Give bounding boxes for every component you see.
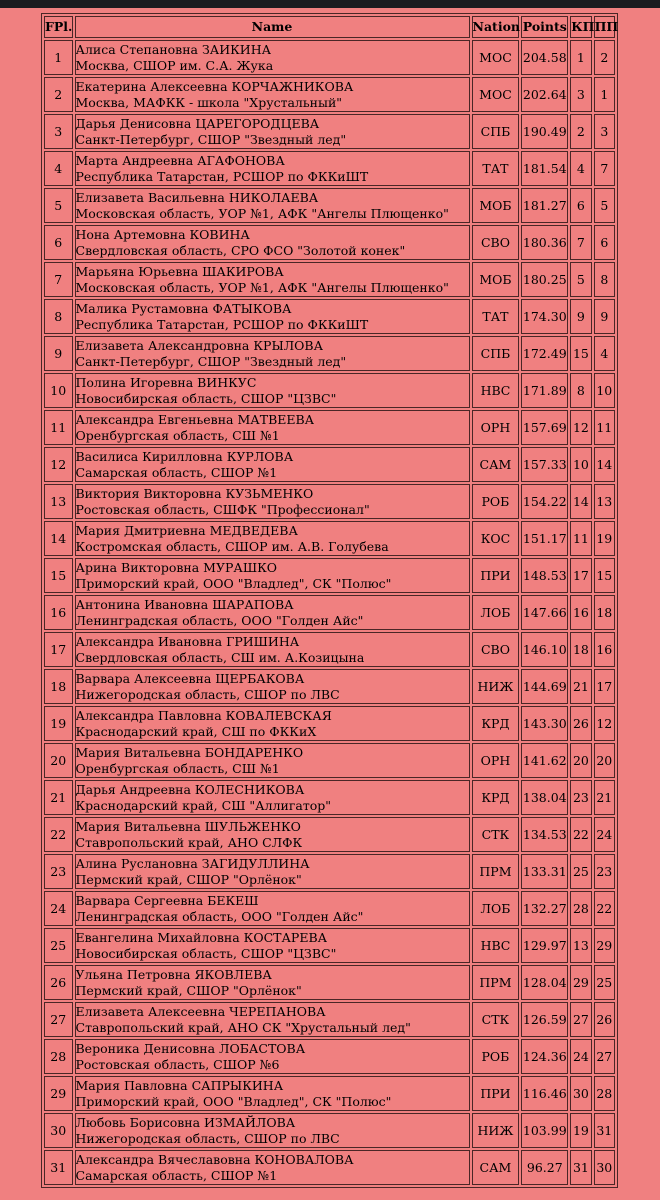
place-cell: 11: [44, 410, 73, 445]
pp-cell: 30: [594, 1150, 615, 1185]
table-row: [44, 1039, 615, 1074]
kp-cell: 3: [570, 77, 591, 112]
points-cell: 147.66: [521, 595, 568, 630]
nation-cell: МОС: [472, 40, 520, 75]
nation-cell: НВС: [472, 928, 520, 963]
table-row: [44, 262, 615, 297]
points-cell: 174.30: [521, 299, 568, 334]
points-cell: 133.31: [521, 854, 568, 889]
table-row: [44, 1076, 615, 1111]
points-cell: 146.10: [521, 632, 568, 667]
nation-cell: МОБ: [472, 262, 520, 297]
pp-cell: 1: [594, 77, 615, 112]
skater-name: Виктория Викторовна КУЗЬМЕНКО: [75, 486, 314, 501]
skater-club: Костромская область, СШОР им. А.В. Голубева: [75, 538, 389, 554]
place-cell: 19: [44, 706, 73, 741]
pp-cell: 20: [594, 743, 615, 778]
name-cell: [75, 373, 470, 408]
kp-cell: 19: [570, 1113, 591, 1148]
skater-name: Александра Евгеньевна МАТВЕЕВА: [75, 412, 315, 427]
nation-cell: ПРИ: [472, 1076, 520, 1111]
skater-club: Москва, СШОР им. С.А. Жука: [75, 57, 274, 73]
skater-name: Елизавета Александровна КРЫЛОВА: [75, 338, 324, 353]
name-cell: [75, 225, 470, 260]
name-cell: [75, 521, 470, 556]
table-row: [44, 743, 615, 778]
nation-cell: НИЖ: [472, 1113, 520, 1148]
place-cell: 22: [44, 817, 73, 852]
name-cell: [75, 336, 470, 371]
pp-cell: 21: [594, 780, 615, 815]
table-row: [44, 225, 615, 260]
skater-club: Самарская область, СШОР №1: [75, 464, 278, 480]
table-row: [44, 632, 615, 667]
skater-name: Любовь Борисовна ИЗМАЙЛОВА: [75, 1115, 296, 1130]
place-cell: 28: [44, 1039, 73, 1074]
skater-club: Ленинградская область, ООО "Голден Айс": [75, 908, 364, 924]
place-cell: 18: [44, 669, 73, 704]
nation-cell: КРД: [472, 780, 520, 815]
pp-cell: 18: [594, 595, 615, 630]
nation-cell: САМ: [472, 447, 520, 482]
name-cell: [75, 965, 470, 1000]
place-cell: 17: [44, 632, 73, 667]
name-cell: [75, 891, 470, 926]
nation-cell: ЛОБ: [472, 595, 520, 630]
pp-cell: 5: [594, 188, 615, 223]
skater-name: Арина Викторовна МУРАШКО: [75, 560, 278, 575]
points-cell: 124.36: [521, 1039, 568, 1074]
points-cell: 138.04: [521, 780, 568, 815]
points-cell: 172.49: [521, 336, 568, 371]
table-row: [44, 1113, 615, 1148]
table-row: [44, 521, 615, 556]
skater-club: Республика Татарстан, РСШОР по ФККиШТ: [75, 168, 369, 184]
pp-cell: 16: [594, 632, 615, 667]
name-cell: [75, 1113, 470, 1148]
table-row: [44, 1002, 615, 1037]
place-cell: 15: [44, 558, 73, 593]
points-cell: 181.27: [521, 188, 568, 223]
name-cell: [75, 1150, 470, 1185]
name-cell: [75, 706, 470, 741]
name-cell: [75, 262, 470, 297]
points-cell: 171.89: [521, 373, 568, 408]
kp-cell: 14: [570, 484, 591, 519]
kp-cell: 12: [570, 410, 591, 445]
place-cell: 9: [44, 336, 73, 371]
place-cell: 2: [44, 77, 73, 112]
skater-name: Дарья Денисовна ЦАРЕГОРОДЦЕВА: [75, 116, 320, 131]
pp-cell: 15: [594, 558, 615, 593]
skater-name: Мария Дмитриевна МЕДВЕДЕВА: [75, 523, 298, 538]
table-row: [44, 336, 615, 371]
table-row: [44, 410, 615, 445]
kp-cell: 7: [570, 225, 591, 260]
skater-club: Краснодарский край, СШ "Аллигатор": [75, 797, 332, 813]
kp-cell: 17: [570, 558, 591, 593]
skater-club: Ставропольский край, АНО СЛФК: [75, 834, 303, 850]
name-cell: [75, 410, 470, 445]
skater-club: Санкт-Петербург, СШОР "Звездный лед": [75, 131, 347, 147]
table-row: [44, 891, 615, 926]
pp-cell: 14: [594, 447, 615, 482]
skater-name: Нона Артемовна КОВИНА: [75, 227, 250, 242]
nation-cell: СВО: [472, 632, 520, 667]
kp-cell: 18: [570, 632, 591, 667]
header-name: Name: [75, 16, 470, 38]
nation-cell: МОС: [472, 77, 520, 112]
table-row: [44, 151, 615, 186]
nation-cell: ПРИ: [472, 558, 520, 593]
place-cell: 3: [44, 114, 73, 149]
skater-club: Нижегородская область, СШОР по ЛВС: [75, 1130, 340, 1146]
place-cell: 31: [44, 1150, 73, 1185]
table-row: [44, 299, 615, 334]
top-bar: [0, 0, 660, 8]
kp-cell: 20: [570, 743, 591, 778]
table-row: [44, 40, 615, 75]
nation-cell: МОБ: [472, 188, 520, 223]
skater-name: Ульяна Петровна ЯКОВЛЕВА: [75, 967, 272, 982]
kp-cell: 16: [570, 595, 591, 630]
skater-name: Мария Витальевна ШУЛЬЖЕНКО: [75, 819, 301, 834]
table-row: [44, 928, 615, 963]
place-cell: 21: [44, 780, 73, 815]
points-cell: 180.25: [521, 262, 568, 297]
place-cell: 4: [44, 151, 73, 186]
name-cell: [75, 484, 470, 519]
skater-club: Новосибирская область, СШОР "ЦЗВС": [75, 945, 337, 961]
skater-name: Алина Руслановна ЗАГИДУЛЛИНА: [75, 856, 310, 871]
kp-cell: 26: [570, 706, 591, 741]
nation-cell: СПБ: [472, 336, 520, 371]
name-cell: [75, 780, 470, 815]
kp-cell: 29: [570, 965, 591, 1000]
points-cell: 129.97: [521, 928, 568, 963]
skater-name: Екатерина Алексеевна КОРЧАЖНИКОВА: [75, 79, 354, 94]
nation-cell: РОБ: [472, 1039, 520, 1074]
kp-cell: 25: [570, 854, 591, 889]
nation-cell: СТК: [472, 817, 520, 852]
skater-name: Мария Витальевна БОНДАРЕНКО: [75, 745, 304, 760]
skater-club: Свердловская область, СРО ФСО "Золотой конек": [75, 242, 406, 258]
pp-cell: 24: [594, 817, 615, 852]
pp-cell: 3: [594, 114, 615, 149]
pp-cell: 19: [594, 521, 615, 556]
table-row: [44, 188, 615, 223]
pp-cell: 29: [594, 928, 615, 963]
points-cell: 157.33: [521, 447, 568, 482]
skater-name: Марта Андреевна АГАФОНОВА: [75, 153, 285, 168]
nation-cell: САМ: [472, 1150, 520, 1185]
kp-cell: 9: [570, 299, 591, 334]
kp-cell: 6: [570, 188, 591, 223]
skater-name: Елизавета Васильевна НИКОЛАЕВА: [75, 190, 319, 205]
header-row: [44, 16, 615, 38]
results-table: [41, 13, 618, 1188]
name-cell: [75, 151, 470, 186]
points-cell: 157.69: [521, 410, 568, 445]
place-cell: 20: [44, 743, 73, 778]
place-cell: 23: [44, 854, 73, 889]
skater-name: Антонина Ивановна ШАРАПОВА: [75, 597, 294, 612]
skater-club: Пермский край, СШОР "Орлёнок": [75, 871, 302, 887]
name-cell: [75, 817, 470, 852]
name-cell: [75, 1039, 470, 1074]
skater-club: Москва, МАФКК - школа "Хрустальный": [75, 94, 343, 110]
name-cell: [75, 1076, 470, 1111]
name-cell: [75, 299, 470, 334]
name-cell: [75, 743, 470, 778]
name-cell: [75, 114, 470, 149]
points-cell: 190.49: [521, 114, 568, 149]
pp-cell: 2: [594, 40, 615, 75]
table-row: [44, 780, 615, 815]
kp-cell: 22: [570, 817, 591, 852]
skater-club: Санкт-Петербург, СШОР "Звездный лед": [75, 353, 347, 369]
kp-cell: 28: [570, 891, 591, 926]
points-cell: 103.99: [521, 1113, 568, 1148]
nation-cell: СТК: [472, 1002, 520, 1037]
points-cell: 204.58: [521, 40, 568, 75]
points-cell: 144.69: [521, 669, 568, 704]
pp-cell: 7: [594, 151, 615, 186]
nation-cell: РОБ: [472, 484, 520, 519]
skater-name: Александра Павловна КОВАЛЕВСКАЯ: [75, 708, 332, 723]
kp-cell: 27: [570, 1002, 591, 1037]
table-row: [44, 558, 615, 593]
table-row: [44, 595, 615, 630]
pp-cell: 23: [594, 854, 615, 889]
table-row: [44, 77, 615, 112]
place-cell: 25: [44, 928, 73, 963]
kp-cell: 11: [570, 521, 591, 556]
pp-cell: 28: [594, 1076, 615, 1111]
kp-cell: 21: [570, 669, 591, 704]
header-pp: ПП: [594, 16, 615, 38]
name-cell: [75, 558, 470, 593]
kp-cell: 10: [570, 447, 591, 482]
table-row: [44, 854, 615, 889]
table-row: [44, 817, 615, 852]
points-cell: 128.04: [521, 965, 568, 1000]
place-cell: 6: [44, 225, 73, 260]
pp-cell: 17: [594, 669, 615, 704]
skater-club: Ставропольский край, АНО СК "Хрустальный лед": [75, 1019, 411, 1035]
place-cell: 10: [44, 373, 73, 408]
name-cell: [75, 188, 470, 223]
kp-cell: 23: [570, 780, 591, 815]
header-place: FPl.: [44, 16, 73, 38]
points-cell: 181.54: [521, 151, 568, 186]
points-cell: 202.64: [521, 77, 568, 112]
skater-name: Марьяна Юрьевна ШАКИРОВА: [75, 264, 284, 279]
skater-club: Московская область, УОР №1, АФК "Ангелы Плющенко": [75, 279, 449, 295]
place-cell: 30: [44, 1113, 73, 1148]
name-cell: [75, 928, 470, 963]
skater-name: Варвара Сергеевна БЕКЕШ: [75, 893, 259, 908]
points-cell: 151.17: [521, 521, 568, 556]
skater-club: Ростовская область, СШОР №6: [75, 1056, 280, 1072]
table-row: [44, 669, 615, 704]
skater-club: Республика Татарстан, РСШОР по ФККиШТ: [75, 316, 369, 332]
place-cell: 5: [44, 188, 73, 223]
points-cell: 154.22: [521, 484, 568, 519]
nation-cell: ТАТ: [472, 151, 520, 186]
name-cell: [75, 632, 470, 667]
skater-club: Свердловская область, СШ им. А.Козицына: [75, 649, 365, 665]
kp-cell: 31: [570, 1150, 591, 1185]
points-cell: 143.30: [521, 706, 568, 741]
nation-cell: НВС: [472, 373, 520, 408]
pp-cell: 9: [594, 299, 615, 334]
nation-cell: КОС: [472, 521, 520, 556]
skater-club: Нижегородская область, СШОР по ЛВС: [75, 686, 340, 702]
name-cell: [75, 447, 470, 482]
skater-club: Краснодарский край, СШ по ФККиХ: [75, 723, 317, 739]
table-row: [44, 484, 615, 519]
name-cell: [75, 1002, 470, 1037]
header-nation: Nation: [472, 16, 520, 38]
nation-cell: НИЖ: [472, 669, 520, 704]
table-row: [44, 1150, 615, 1185]
points-cell: 116.46: [521, 1076, 568, 1111]
skater-club: Приморский край, ООО "Владлед", СК "Полюс": [75, 1093, 392, 1109]
points-cell: 96.27: [521, 1150, 568, 1185]
place-cell: 27: [44, 1002, 73, 1037]
skater-name: Вероника Денисовна ЛОБАСТОВА: [75, 1041, 306, 1056]
pp-cell: 25: [594, 965, 615, 1000]
points-cell: 134.53: [521, 817, 568, 852]
kp-cell: 15: [570, 336, 591, 371]
skater-name: Евангелина Михайловна КОСТАРЕВА: [75, 930, 328, 945]
pp-cell: 11: [594, 410, 615, 445]
skater-club: Ростовская область, СШФК "Профессионал": [75, 501, 370, 517]
name-cell: [75, 595, 470, 630]
nation-cell: ОРН: [472, 743, 520, 778]
kp-cell: 4: [570, 151, 591, 186]
table-row: [44, 447, 615, 482]
pp-cell: 12: [594, 706, 615, 741]
table-row: [44, 373, 615, 408]
place-cell: 1: [44, 40, 73, 75]
kp-cell: 13: [570, 928, 591, 963]
points-cell: 126.59: [521, 1002, 568, 1037]
skater-name: Мария Павловна САПРЫКИНА: [75, 1078, 284, 1093]
points-cell: 148.53: [521, 558, 568, 593]
pp-cell: 6: [594, 225, 615, 260]
pp-cell: 13: [594, 484, 615, 519]
name-cell: [75, 669, 470, 704]
skater-club: Самарская область, СШОР №1: [75, 1167, 278, 1183]
pp-cell: 26: [594, 1002, 615, 1037]
place-cell: 13: [44, 484, 73, 519]
header-kp: КП: [570, 16, 591, 38]
skater-name: Алиса Степановна ЗАИКИНА: [75, 42, 272, 57]
pp-cell: 8: [594, 262, 615, 297]
kp-cell: 24: [570, 1039, 591, 1074]
points-cell: 141.62: [521, 743, 568, 778]
table-row: [44, 965, 615, 1000]
skater-name: Александра Ивановна ГРИШИНА: [75, 634, 300, 649]
place-cell: 8: [44, 299, 73, 334]
nation-cell: ТАТ: [472, 299, 520, 334]
nation-cell: СВО: [472, 225, 520, 260]
table-row: [44, 706, 615, 741]
place-cell: 12: [44, 447, 73, 482]
skater-club: Оренбургская область, СШ №1: [75, 760, 280, 776]
skater-name: Дарья Андреевна КОЛЕСНИКОВА: [75, 782, 305, 797]
skater-club: Оренбургская область, СШ №1: [75, 427, 280, 443]
kp-cell: 8: [570, 373, 591, 408]
pp-cell: 27: [594, 1039, 615, 1074]
skater-name: Елизавета Алексеевна ЧЕРЕПАНОВА: [75, 1004, 326, 1019]
skater-name: Александра Вячеславовна КОНОВАЛОВА: [75, 1152, 354, 1167]
place-cell: 16: [44, 595, 73, 630]
table-row: [44, 114, 615, 149]
nation-cell: ОРН: [472, 410, 520, 445]
kp-cell: 5: [570, 262, 591, 297]
nation-cell: ЛОБ: [472, 891, 520, 926]
name-cell: [75, 40, 470, 75]
skater-club: Новосибирская область, СШОР "ЦЗВС": [75, 390, 337, 406]
skater-name: Малика Рустамовна ФАТЫКОВА: [75, 301, 292, 316]
place-cell: 7: [44, 262, 73, 297]
header-points: Points: [521, 16, 568, 38]
skater-name: Полина Игоревна ВИНКУС: [75, 375, 257, 390]
points-cell: 180.36: [521, 225, 568, 260]
skater-club: Ленинградская область, ООО "Голден Айс": [75, 612, 364, 628]
name-cell: [75, 77, 470, 112]
skater-name: Варвара Алексеевна ЩЕРБАКОВА: [75, 671, 305, 686]
skater-club: Пермский край, СШОР "Орлёнок": [75, 982, 302, 998]
pp-cell: 31: [594, 1113, 615, 1148]
nation-cell: КРД: [472, 706, 520, 741]
points-cell: 132.27: [521, 891, 568, 926]
skater-club: Приморский край, ООО "Владлед", СК "Полюс": [75, 575, 392, 591]
pp-cell: 22: [594, 891, 615, 926]
skater-name: Василиса Кирилловна КУРЛОВА: [75, 449, 294, 464]
name-cell: [75, 854, 470, 889]
kp-cell: 30: [570, 1076, 591, 1111]
kp-cell: 2: [570, 114, 591, 149]
kp-cell: 1: [570, 40, 591, 75]
nation-cell: ПРМ: [472, 965, 520, 1000]
nation-cell: СПБ: [472, 114, 520, 149]
pp-cell: 4: [594, 336, 615, 371]
skater-club: Московская область, УОР №1, АФК "Ангелы Плющенко": [75, 205, 449, 221]
place-cell: 26: [44, 965, 73, 1000]
place-cell: 29: [44, 1076, 73, 1111]
place-cell: 14: [44, 521, 73, 556]
place-cell: 24: [44, 891, 73, 926]
nation-cell: ПРМ: [472, 854, 520, 889]
pp-cell: 10: [594, 373, 615, 408]
